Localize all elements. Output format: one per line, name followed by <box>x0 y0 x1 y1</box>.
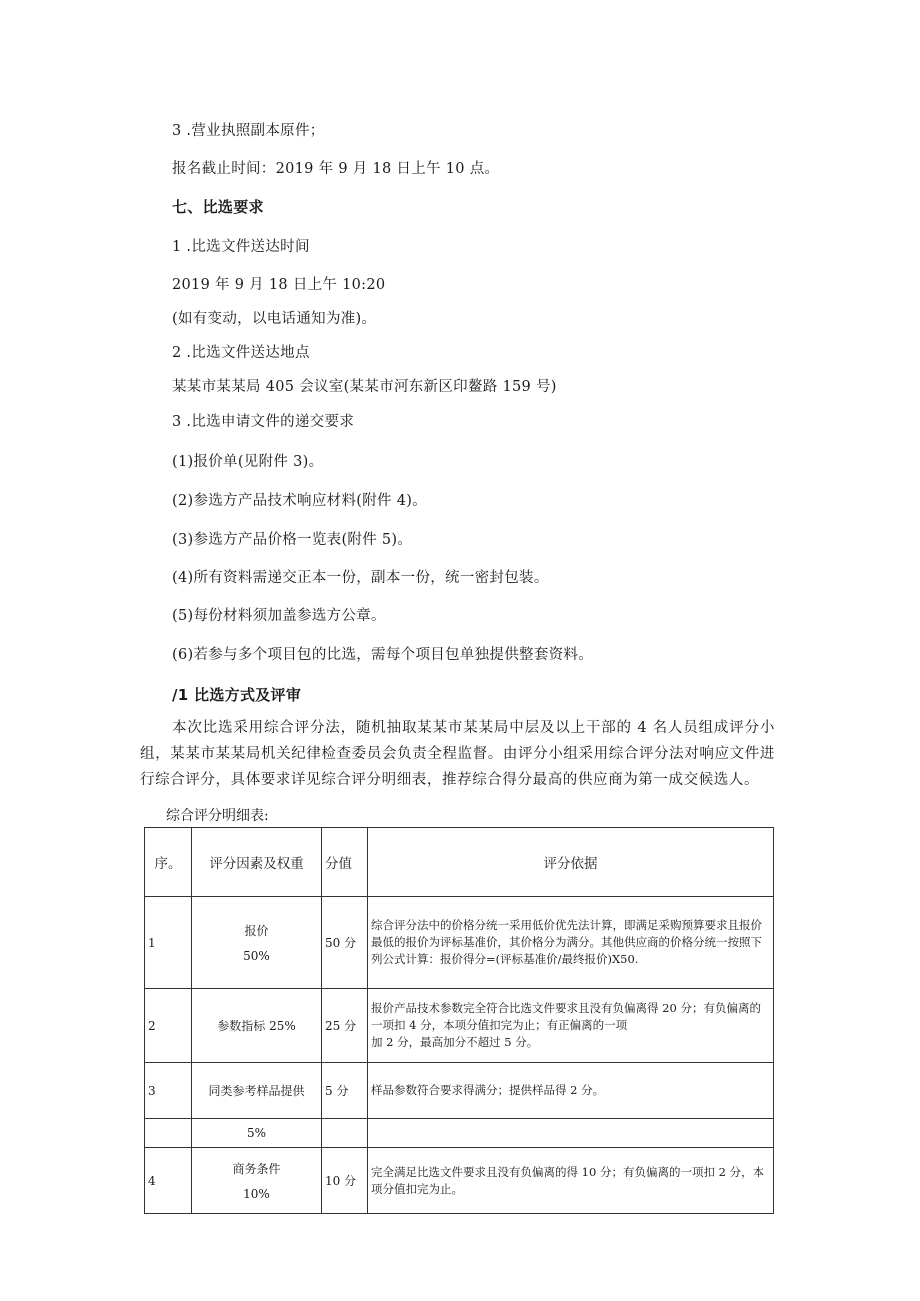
text-line: 某某市某某局 405 会议室(某某市河东新区印鳌路 159 号) <box>172 379 557 395</box>
factor-cell: 5% <box>192 1119 322 1148</box>
text-line: 2 .比选文件送达地点 <box>172 345 310 361</box>
text-line: 报名截止时间：2019 年 9 月 18 日上午 10 点。 <box>172 161 500 177</box>
row-number: 3 <box>145 1063 192 1119</box>
text-line: 3 .营业执照副本原件； <box>172 123 325 139</box>
table-row <box>145 1063 774 1119</box>
text-line: 1 .比选文件送达时间 <box>172 239 310 255</box>
text-line: 3 .比选申请文件的递交要求 <box>172 414 355 430</box>
list-item: (4)所有资料需递交正本一份，副本一份，统一密封包装。 <box>172 570 549 586</box>
score-cell: 10 分 <box>322 1148 368 1214</box>
basis-cell: 综合评分法中的价格分统一采用低价优先法计算，即满足采购预算要求且报价最低的报价为评标基准价，其价格分为满分。其他供应商的价格分统一按照下列公式计算：报价得分=(评标基准价/最终报价)X50. <box>368 897 774 989</box>
header-cell: 评分因素及权重 <box>192 828 322 897</box>
list-item: (2)参选方产品技术响应材料(附件 4)。 <box>172 493 427 509</box>
table-row <box>145 1119 774 1148</box>
score-cell: 5 分 <box>322 1063 368 1119</box>
basis-cell: 完全满足比选文件要求且没有负偏离的得 10 分；有负偏离的一项扣 2 分，本项分值扣完为止。 <box>368 1148 774 1214</box>
factor-weight: 10% <box>243 1187 270 1201</box>
row-number <box>145 1119 192 1148</box>
basis-line: 加 2 分，最高加分不超过 5 分。 <box>371 1035 539 1049</box>
text-line: 2019 年 9 月 18 日上午 10:20 <box>172 277 386 293</box>
table-header-row <box>145 828 774 897</box>
basis-cell <box>368 989 774 1063</box>
factor-cell: 同类参考样品提供 <box>192 1063 322 1119</box>
basis-cell <box>368 1119 774 1148</box>
body-paragraph: 本次比选采用综合评分法，随机抽取某某市某某局中层及以上干部的 4 名人员组成评分小组，某某市某某局机关纪律检查委员会负责全程监督。由评分小组采用综合评分法对响应文件进行综合评分，具体要求详见综合评分明细表，推荐综合得分最高的供应商为第一成交候选人。 <box>140 720 775 788</box>
table-caption: 综合评分明细表: <box>166 808 269 824</box>
factor-name: 商务条件 <box>232 1162 281 1176</box>
table-row <box>145 989 774 1063</box>
list-item: (1)报价单(见附件 3)。 <box>172 454 324 470</box>
table-row <box>145 1148 774 1214</box>
header-cell: 序。 <box>145 828 192 897</box>
section-heading: 七、比选要求 <box>172 198 264 216</box>
row-number: 1 <box>145 897 192 989</box>
scoring-table <box>144 827 774 1214</box>
score-cell <box>322 1119 368 1148</box>
row-number: 2 <box>145 989 192 1063</box>
factor-cell: 参数指标 25% <box>192 989 322 1063</box>
score-cell: 25 分 <box>322 989 368 1063</box>
table-row <box>145 897 774 989</box>
row-number: 4 <box>145 1148 192 1214</box>
factor-cell <box>192 897 322 989</box>
header-cell: 分值 <box>322 828 368 897</box>
text-line: (如有变动，以电话通知为准)。 <box>172 311 377 327</box>
section-heading: /1 比选方式及评审 <box>172 686 302 704</box>
basis-line: 报价产品技术参数完全符合比选文件要求且没有负偏离得 20 分；有负偏离的一项扣 4 分，本项分值扣完为止；有正偏离的一项 <box>371 1001 761 1032</box>
list-item: (6)若参与多个项目包的比选，需每个项目包单独提供整套资料。 <box>172 647 594 663</box>
score-cell: 50 分 <box>322 897 368 989</box>
factor-weight: 50% <box>243 949 270 963</box>
factor-cell <box>192 1148 322 1214</box>
list-item: (5)每份材料须加盖参选方公章。 <box>172 608 386 624</box>
header-cell: 评分依据 <box>368 828 774 897</box>
factor-name: 报价 <box>244 924 269 938</box>
list-item: (3)参选方产品价格一览表(附件 5)。 <box>172 532 413 548</box>
basis-cell: 样品参数符合要求得满分；提供样品得 2 分。 <box>368 1063 774 1119</box>
